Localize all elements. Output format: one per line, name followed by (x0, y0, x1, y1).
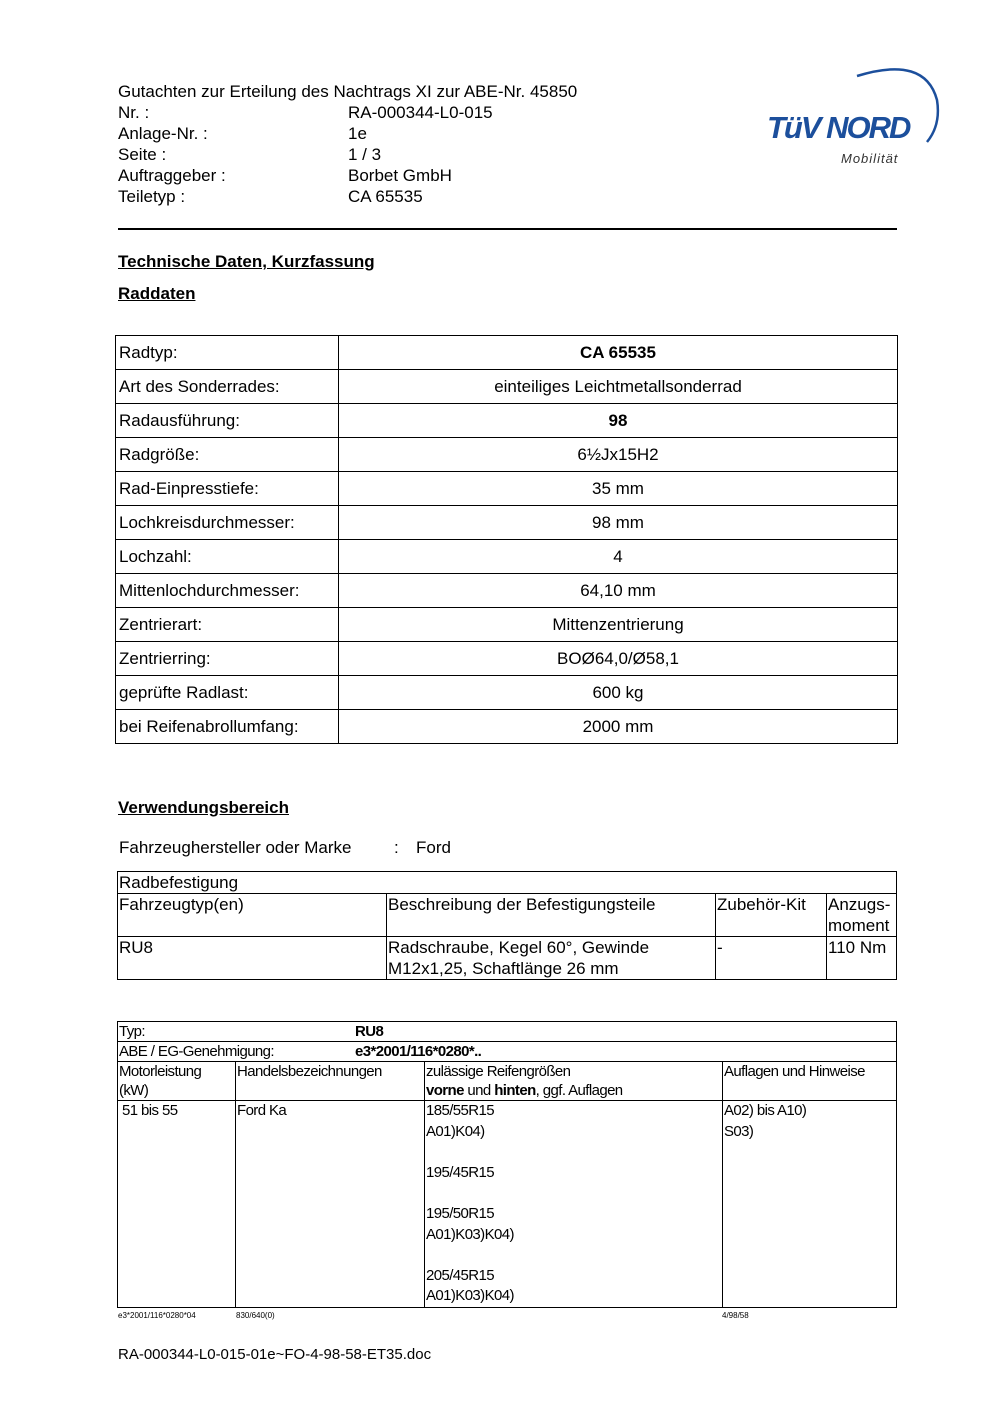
hersteller-value: Ford (416, 838, 451, 857)
header-key: Auftraggeber : (118, 166, 226, 185)
document-footer: RA-000344-L0-015-01e~FO-4-98-58-ET35.doc (118, 1346, 432, 1363)
rad-key: Radgröße: (116, 438, 339, 472)
raddaten-table (115, 335, 898, 744)
rad-key: geprüfte Radlast: (116, 676, 339, 710)
befest-header: Fahrzeugtyp(en) (118, 894, 387, 937)
rad-key: Rad-Einpresstiefe: (116, 472, 339, 506)
table-row (118, 894, 897, 937)
rad-value: einteiliges Leichtmetallsonderrad (339, 370, 898, 404)
spacer (426, 1142, 721, 1163)
abe-label: ABE / EG-Genehmigung: (119, 1043, 274, 1060)
document-header (118, 81, 577, 207)
header-line: zulässige Reifengrößen (426, 1063, 571, 1080)
table-row (118, 937, 897, 980)
befest-desc-line: M12x1,25, Schaftlänge 26 mm (388, 959, 619, 978)
header-rule (118, 228, 897, 230)
table-row (116, 370, 898, 404)
rad-value: 35 mm (339, 472, 898, 506)
befest-header: Zubehör-Kit (716, 894, 827, 937)
abe-value: e3*2001/116*0280*.. (355, 1043, 482, 1060)
rad-value: CA 65535 (339, 336, 898, 370)
table-row (118, 1042, 897, 1062)
header-title: Gutachten zur Erteilung des Nachtrags XI zur ABE-Nr. 45850 (118, 82, 578, 101)
handel-cell: Ford Ka (236, 1101, 425, 1308)
header-auflagen-suffix: , ggf. Auflagen (535, 1082, 623, 1099)
tyre-size: 195/45R15 (426, 1163, 494, 1181)
typ-foot-code: e3*2001/116*0280*04 (118, 1311, 196, 1320)
header-line: (kW) (119, 1082, 149, 1099)
section-title-technische-daten: Technische Daten, Kurzfassung (118, 252, 375, 271)
tyre-size: 185/55R15 (426, 1102, 494, 1119)
typ-header-motor (118, 1062, 236, 1101)
header-line (426, 1081, 721, 1100)
typ-label: Typ: (119, 1023, 145, 1040)
table-row (116, 336, 898, 370)
table-row (118, 872, 897, 894)
rad-value: 64,10 mm (339, 574, 898, 608)
befest-cell: 110 Nm (827, 937, 897, 980)
radbefestigung-table (117, 871, 897, 980)
auflagen-line: S03) (724, 1122, 754, 1140)
table-row (116, 574, 898, 608)
befest-cell: - (716, 937, 827, 980)
table-row (118, 1101, 897, 1308)
rad-key: Radausführung: (116, 404, 339, 438)
hersteller-sep: : (394, 838, 399, 857)
rad-value: 6½Jx15H2 (339, 438, 898, 472)
header-row-nr (118, 102, 577, 123)
typ-foot-code: 830/640(0) (236, 1311, 275, 1320)
header-row-anlage (118, 123, 577, 144)
section-title-verwendungsbereich: Verwendungsbereich (118, 798, 289, 817)
table-row (118, 1022, 897, 1042)
abe-row (118, 1042, 897, 1062)
header-value: 1e (348, 124, 367, 143)
typ-header-reifen (425, 1062, 723, 1101)
rad-value: 4 (339, 540, 898, 574)
auflagen-line: A02) bis A10) (724, 1102, 807, 1119)
rad-key: Zentrierart: (116, 608, 339, 642)
table-row (118, 1062, 897, 1101)
table-row (116, 540, 898, 574)
rad-value: 600 kg (339, 676, 898, 710)
header-value: RA-000344-L0-015 (348, 103, 493, 122)
tyre-notes: A01)K03)K04) (426, 1225, 514, 1243)
tyre-notes: A01)K04) (426, 1122, 485, 1140)
section-title-raddaten: Raddaten (118, 284, 196, 303)
table-row (116, 506, 898, 540)
rad-value: Mittenzentrierung (339, 608, 898, 642)
rad-key: Art des Sonderrades: (116, 370, 339, 404)
logo-brand: TüV NORD (767, 110, 910, 145)
header-key: Anlage-Nr. : (118, 124, 208, 143)
typ-header-handel: Handelsbezeichnungen (236, 1062, 425, 1101)
typ-row (118, 1022, 897, 1042)
header-key: Seite : (118, 145, 167, 164)
befest-desc-line: Radschraube, Kegel 60°, Gewinde (388, 938, 650, 957)
table-row (116, 472, 898, 506)
header-key: Teiletyp : (118, 187, 186, 206)
tuv-nord-logo (765, 60, 940, 170)
header-und: und (463, 1082, 495, 1099)
rad-key: Lochzahl: (116, 540, 339, 574)
header-key: Nr. : (118, 103, 150, 122)
befest-cell-desc (387, 937, 716, 980)
spacer (426, 1183, 721, 1204)
typ-foot-code: 4/98/58 (722, 1311, 749, 1320)
rad-value: BOØ64,0/Ø58,1 (339, 642, 898, 676)
rad-key: Lochkreisdurchmesser: (116, 506, 339, 540)
table-row (116, 710, 898, 744)
header-row-teiletyp (118, 186, 577, 207)
table-row (116, 676, 898, 710)
header-value: CA 65535 (348, 187, 423, 206)
rad-value: 2000 mm (339, 710, 898, 744)
header-row-seite (118, 144, 577, 165)
header-line: Motorleistung (119, 1063, 202, 1080)
befest-title: Radbefestigung (118, 872, 897, 894)
rad-key: Zentrierring: (116, 642, 339, 676)
auflagen-cell (723, 1101, 897, 1308)
hersteller-label: Fahrzeughersteller oder Marke (119, 838, 352, 857)
befest-header: Beschreibung der Befestigungsteile (387, 894, 716, 937)
motor-cell: 51 bis 55 (118, 1101, 236, 1308)
tyre-size: 195/50R15 (426, 1204, 494, 1222)
rad-key: Radtyp: (116, 336, 339, 370)
table-row (116, 608, 898, 642)
typ-header-auflagen: Auflagen und Hinweise (723, 1062, 897, 1101)
header-hinten: hinten (494, 1082, 536, 1099)
rad-key: bei Reifenabrollumfang: (116, 710, 339, 744)
logo-sub: Mobilität (841, 151, 899, 166)
table-row (116, 404, 898, 438)
spacer (426, 1245, 721, 1266)
typ-value: RU8 (355, 1023, 384, 1040)
rad-key: Mittenlochdurchmesser: (116, 574, 339, 608)
tyre-cell (425, 1101, 723, 1308)
rad-value: 98 (339, 404, 898, 438)
befest-header-line: moment (828, 916, 890, 935)
header-row-auftraggeber (118, 165, 577, 186)
tyre-notes: A01)K03)K04) (426, 1287, 514, 1305)
befest-header-line: Anzugs- (828, 895, 891, 914)
typ-table (117, 1021, 897, 1308)
table-row (116, 642, 898, 676)
header-vorne: vorne (426, 1082, 464, 1099)
befest-cell: RU8 (118, 937, 387, 980)
header-value: 1 / 3 (348, 145, 382, 164)
rad-value: 98 mm (339, 506, 898, 540)
befest-header-moment (827, 894, 897, 937)
header-value: Borbet GmbH (348, 166, 452, 185)
table-row (116, 438, 898, 472)
tyre-size: 205/45R15 (426, 1266, 494, 1284)
